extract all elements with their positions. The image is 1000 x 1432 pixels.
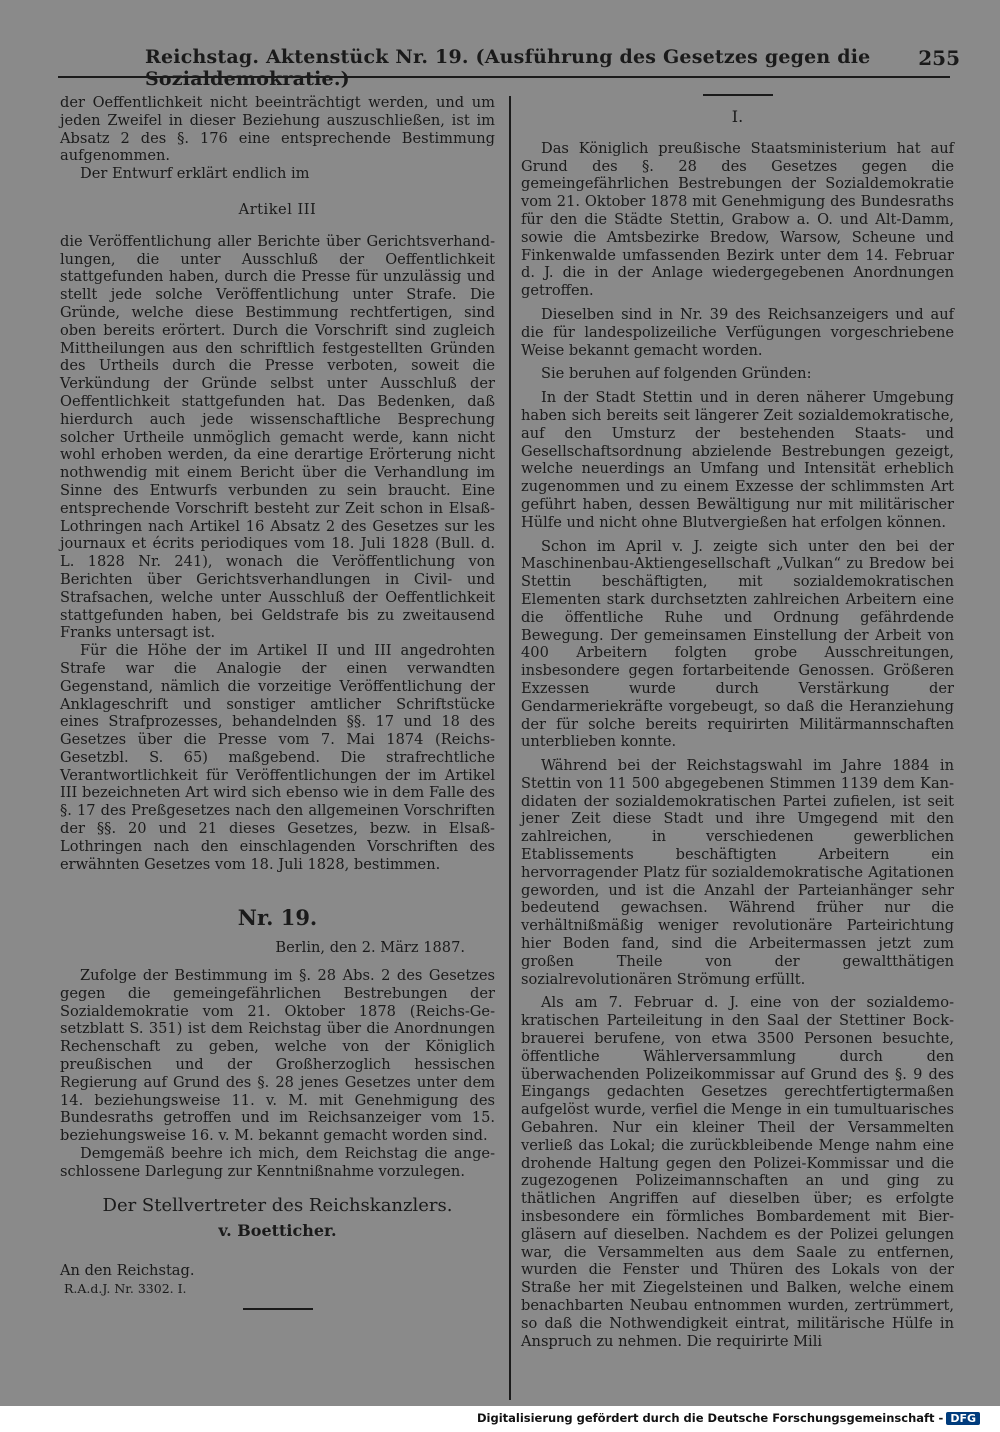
section-rule (703, 94, 773, 96)
running-header (40, 42, 960, 90)
addressee: An den Reichstag. (60, 1262, 195, 1280)
header-title: Reichstag. Aktenstück Nr. 19. (Ausführung des Gesetzes gegen die Sozialdemokratie.) (145, 46, 871, 90)
place-date-line: Berlin, den 2. März 1887. (275, 939, 465, 957)
paragraph: Sie beruhen auf folgenden Gründen: (541, 365, 812, 383)
paragraph: Demgemäß beehre ich mich, dem Reichstag die angeschlossene Darlegung zur Kenntnißnahme vorzulegen. (60, 1145, 495, 1180)
paragraph: In der Stadt Stettin und in deren näherer Umgebung haben sich bereits seit längerer Zeit sozialdemokratische, auf den Umsturz der bestehenden Staats- und Gesellschaftsordnung abzielende Bestrebungen gezeigt, welche neuerdings an Umfang und Intensität erheblich zugenommen und zu einem Exzesse der schlimmsten Art geführt haben, dessen Bewältigung nur mit militärischer Hülfe und nicht ohne Blutvergießen hat erfolgen können. (521, 389, 954, 531)
digitization-footer (477, 1411, 980, 1425)
paragraph: Als am 7. Februar d. J. eine von der sozialdemokratischen Parteileitung in den Saal der Stettiner Bockbrauerei berufene, von etwa 3500 Personen besuchte, öffentliche Wählerversammlung durch den überwachenden Polizeikommissar auf Grund des §. 9 des Eingangs gedachten Gesetzes gerechtfertigtermaßen aufgelöst wurde, verfiel die Menge in ein tumultuarisches Gebahren. Nur ein kleiner Theil der Versammelten verließ das Lokal; die zurückbleibende Menge nahm eine drohende Haltung gegen den Polizei-Kommissar und die zugezogenen Polizeimannschaften an und ging zu thätlichen Angriffen auf dieselben über; es erfolgte insbesondere ein förmliches Bombardement mit Biergläsern auf dieselben. Nachdem es der Polizei gelungen war, die Versammelten aus dem Saale zu entfernen, wurden die Fenster und Thüren des Lokals von der Straße her mit Ziegelsteinen und Balken, welche einem benachbarten Neubau entnommen wurden, zertrümmert, so daß die Nothwendigkeit eintrat, militärische Hülfe in Anspruch zu nehmen. Die requirirte Mili (521, 994, 954, 1350)
article-heading: Artikel III (238, 200, 317, 218)
paragraph: Der Entwurf erklärt endlich im (80, 165, 310, 183)
paragraph: Zufolge der Bestimmung im §. 28 Abs. 2 des Gesetzes gegen die gemeingefährlichen Bestrebungen der Sozialdemokratie vom 21. Oktober 1878 (Reichs-Gesetzblatt S. 351) ist dem Reichstag über die Anordnungen Rechenschaft zu geben, welche von der Königlich preußischen und der Großherzoglich hessischen Regierung auf Grund des §. 28 jenes Gesetzes unter dem 14. beziehungsweise 11. v. M. mit Genehmigung des Bundesraths getroffen und im Reichsanzeiger vom 15. beziehungsweise 16. v. M. bekannt gemacht worden sind. (60, 967, 495, 1145)
header-rule (58, 76, 950, 78)
paragraph: der Oeffentlichkeit nicht beeinträchtigt werden, und um jeden Zweifel in dieser Beziehung auszuschließen, ist im Absatz 2 des §. 176 eine entsprechende Bestimmung aufgenommen. (60, 94, 495, 165)
section-heading: I. (731, 107, 744, 126)
paragraph: Während bei der Reichstagswahl im Jahre 1884 in Stettin von 11 500 abgegebenen Stimmen 1139 dem Kandidaten der sozialdemokratischen Partei zufielen, ist seit jener Zeit diese Stadt und ihre Umgegend mit den zahlreichen, in verschiedenen gewerblichen Etablissements beschäftigten Arbeitern ein hervorragender Platz für sozialdemokratische Agitationen geworden, und ist die Anzahl der Parteianhänger sehr bedeutend gewachsen. Während früher nur die verhältnißmäßig weniger revolutionäre Parteirichtung hier Boden fand, sind die Arbeitermassen jetzt zum großen Theile von der gewaltthätigen sozialrevolutionären Strömung erfüllt. (521, 757, 954, 988)
document-number-heading: Nr. 19. (237, 905, 318, 931)
column-divider (509, 96, 511, 1400)
reference-number: R.A.d.J. Nr. 3302. I. (64, 1281, 187, 1297)
left-column (60, 94, 495, 1310)
paragraph: Dieselben sind in Nr. 39 des Reichsanzeigers und auf die für landespolizeiliche Verfügungen vorgeschriebene Weise bekannt gemacht worden. (521, 305, 954, 359)
footer-text: Digitalisierung gefördert durch die Deutsche Forschungsgemeinschaft - (476, 1411, 944, 1425)
right-column (521, 94, 954, 1350)
paragraph: Schon im April v. J. zeigte sich unter den bei der Maschinenbau-Aktiengesellschaft „Vulkan“ zu Bredow bei Stettin beschäftigten, mit sozialdemokratischen Elementen stark durchsetzten zahlreichen Arbeitern eine die öffentliche Ruhe und Ordnung gefährdende Bewegung. Der gemeinsamen Einstellung der Arbeit von 400 Arbeitern folgten grobe Ausschreitungen, insbesondere gegen fortarbeitende Genossen. Größeren Exzessen wurde durch Verstärkung der Gendarmeriekräfte vorgebeugt, so daß die Heranziehung der für solche bereits requirirten Militärmannschaften unterblieben konnte. (521, 537, 954, 751)
paragraph: Für die Höhe der im Artikel II und III angedrohten Strafe war die Analogie der einen verwandten Gegenstand, nämlich die vorzeitige Veröffentlichung der Anklageschrift und sonstiger amtlicher Schriftstücke eines Strafprozesses, behandelnden §§. 17 und 18 des Gesetzes über die Presse vom 7. Mai 1874 (Reichs-Gesetzbl. S. 65) maßgebend. Die strafrechtliche Verantwortlichkeit für Veröffentlichungen der im Artikel III bezeichneten Art wird sich ebenso wie in dem Falle des §. 17 des Preßgesetzes nach den allgemeinen Vorschriften der §§. 20 und 21 dieses Gesetzes, bezw. in Elsaß-Lothringen nach den einschlagenden Vorschriften des erwähnten Gesetzes vom 18. Juli 1828, bestimmen. (60, 642, 495, 873)
dfg-logo: DFG (946, 1412, 980, 1425)
paragraph: Das Königlich preußische Staatsministerium hat auf Grund des §. 28 des Gesetzes gegen die gemeingefährlichen Bestrebungen der Sozialdemokratie vom 21. Oktober 1878 mit Genehmigung des Bundesraths für den die Städte Stettin, Grabow a. O. und Alt-Damm, sowie die Amtsbezirke Bredow, Warsow, Scheune und Finkenwalde umfassenden Bezirk unter dem 14. Februar d. J. die in der Anlage wiedergegebenen Anordnungen getroffen. (521, 139, 954, 300)
page-number: 255 (918, 46, 960, 70)
signature-name: v. Boetticher. (218, 1221, 337, 1241)
signature-title: Der Stellvertreter des Reichskanzlers. (102, 1194, 453, 1216)
closing-rule (243, 1308, 313, 1310)
paragraph: die Veröffentlichung aller Berichte über Gerichtsverhandlungen, die unter Ausschluß der Oeffentlichkeit stattgefunden haben, durch die Presse für unzulässig und stellt jede solche Veröffentlichung unter Strafe. Die Gründe, welche diese Bestimmung rechtfertigen, sind oben bereits erörtert. Durch die Vorschrift sind zugleich Mittheilungen aus den schriftlich festgestellten Gründen des Urtheils durch die Presse verboten, soweit die Verkündung der Gründe selbst unter Ausschluß der Oeffentlichkeit stattgefunden hat. Das Bedenken, daß hierdurch auch jede wissenschaftliche Besprechung solcher Urtheile unmöglich gemacht werde, kann nicht wohl erhoben werden, da eine derartige Erörterung nicht nothwendig mit einem Bericht über die Verhandlung im Sinne des Entwurfs verbunden zu sein braucht. Eine entsprechende Vorschrift besteht zur Zeit schon in Elsaß-Lothringen nach Artikel 16 Absatz 2 des Gesetzes sur les journaux et écrits periodiques vom 18. Juli 1828 (Bull. d. L. 1828 Nr. 241), wonach die Veröffentlichung von Berichten über Gerichtsverhandlungen in Civil- und Strafsachen, welche unter Ausschluß der Oeffentlichkeit stattgefunden haben, bei Geldstrafe bis zu zweitausend Franks untersagt ist. (60, 232, 495, 642)
